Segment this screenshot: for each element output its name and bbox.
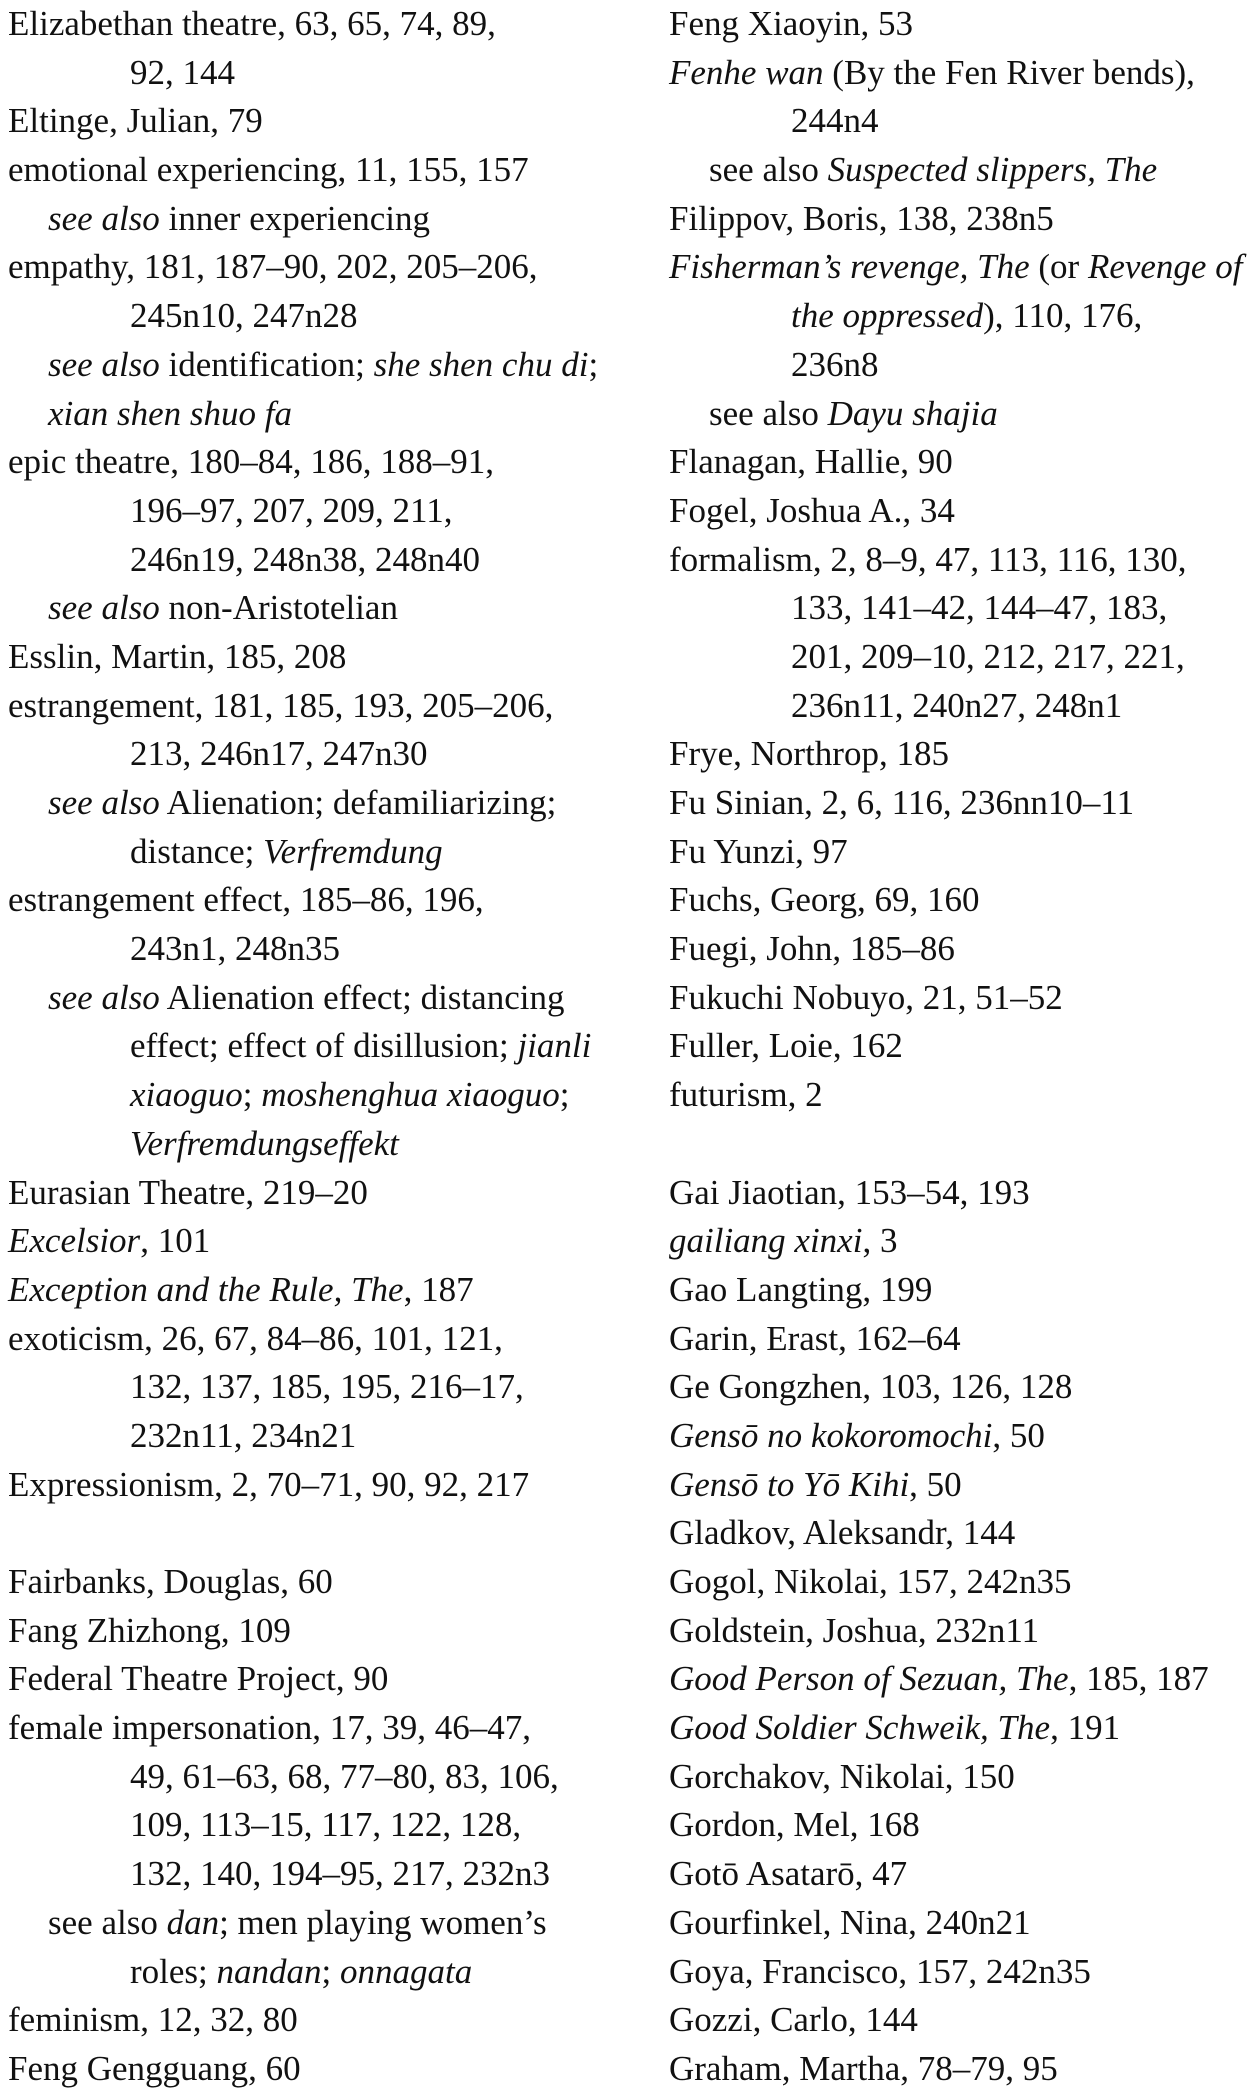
text: 236n11, 240n27, 248n1 bbox=[791, 685, 1123, 725]
index-continuation bbox=[669, 682, 1259, 731]
italic-text: see also bbox=[48, 977, 160, 1017]
index-entry bbox=[8, 438, 648, 487]
text: futurism, 2 bbox=[669, 1075, 823, 1115]
index-entry bbox=[669, 0, 1259, 49]
text: , 185, 187 bbox=[1068, 1659, 1209, 1699]
index-entry bbox=[669, 1607, 1259, 1656]
text: effect; effect of disillusion; bbox=[130, 1026, 518, 1066]
italic-text: see also bbox=[48, 344, 160, 384]
index-subentry bbox=[8, 341, 648, 390]
index-entry bbox=[8, 1704, 648, 1753]
index-entry bbox=[669, 1022, 1259, 1071]
index-entry bbox=[669, 1363, 1259, 1412]
text: ; bbox=[559, 1075, 570, 1115]
index-continuation bbox=[669, 341, 1259, 390]
index-entry bbox=[669, 1801, 1259, 1850]
text: estrangement effect, 185–86, 196, bbox=[8, 880, 484, 920]
text: Garin, Erast, 162–64 bbox=[669, 1318, 961, 1358]
italic-text: Revenge of bbox=[1087, 247, 1243, 287]
text: emotional experiencing, 11, 155, 157 bbox=[8, 150, 529, 190]
text: Elizabethan theatre, 63, 65, 74, 89, bbox=[8, 4, 496, 43]
text: Flanagan, Hallie, 90 bbox=[669, 442, 953, 482]
italic-text: xian shen shuo fa bbox=[48, 393, 293, 433]
text: Fuegi, John, 185–86 bbox=[669, 929, 955, 969]
index-entry bbox=[8, 2045, 648, 2094]
text: Gordon, Mel, 168 bbox=[669, 1805, 920, 1845]
text: , 50 bbox=[909, 1464, 962, 1504]
index-entry bbox=[669, 1315, 1259, 1364]
index-continuation bbox=[8, 292, 648, 341]
index-entry bbox=[669, 974, 1259, 1023]
italic-text: Suspected slippers, The bbox=[827, 150, 1158, 190]
text: Alienation; defamiliarizing; bbox=[159, 783, 557, 822]
index-continuation bbox=[669, 633, 1259, 682]
index-entry bbox=[8, 633, 648, 682]
text: distance; bbox=[130, 831, 264, 871]
index-continuation bbox=[8, 1022, 648, 1071]
index-entry bbox=[669, 49, 1259, 98]
text: (By the Fen River bends), bbox=[823, 52, 1195, 92]
text: roles; bbox=[130, 1951, 217, 1991]
text: , 3 bbox=[862, 1221, 898, 1261]
italic-text: she shen chu di bbox=[373, 344, 589, 384]
index-entry bbox=[669, 243, 1259, 292]
text: Gorchakov, Nikolai, 150 bbox=[669, 1756, 1015, 1796]
text: empathy, 181, 187–90, 202, 205–206, bbox=[8, 247, 538, 287]
text: Fuchs, Georg, 69, 160 bbox=[669, 880, 980, 920]
text: inner experiencing bbox=[159, 198, 430, 238]
text: epic theatre, 180–84, 186, 188–91, bbox=[8, 442, 495, 482]
index-entry bbox=[669, 487, 1259, 536]
text: Gai Jiaotian, 153–54, 193 bbox=[669, 1172, 1030, 1212]
index-entry bbox=[669, 1217, 1259, 1266]
text: 236n8 bbox=[791, 344, 879, 384]
index-entry bbox=[669, 925, 1259, 974]
text: Fu Yunzi, 97 bbox=[669, 831, 848, 871]
italic-text: gailiang xinxi bbox=[669, 1221, 863, 1261]
index-entry bbox=[669, 438, 1259, 487]
text: Gourfinkel, Nina, 240n21 bbox=[669, 1902, 1031, 1942]
index-continuation bbox=[8, 730, 648, 779]
index-entry bbox=[669, 536, 1259, 585]
index-entry bbox=[8, 1315, 648, 1364]
index-continuation bbox=[8, 1120, 648, 1169]
text: Eltinge, Julian, 79 bbox=[8, 101, 263, 141]
text: 132, 137, 185, 195, 216–17, bbox=[130, 1367, 524, 1407]
index-entry bbox=[669, 195, 1259, 244]
text: Feng Gengguang, 60 bbox=[8, 2048, 301, 2088]
index-entry bbox=[8, 1996, 648, 2045]
index-entry bbox=[669, 1948, 1259, 1997]
index-entry bbox=[8, 682, 648, 731]
index-continuation bbox=[8, 1071, 648, 1120]
index-entry bbox=[669, 1169, 1259, 1218]
text: Eurasian Theatre, 219–20 bbox=[8, 1172, 368, 1212]
text: Federal Theatre Project, 90 bbox=[8, 1659, 389, 1699]
index-entry bbox=[669, 1704, 1259, 1753]
text: Gogol, Nikolai, 157, 242n35 bbox=[669, 1562, 1072, 1601]
text: 92, 144 bbox=[130, 52, 235, 92]
text: 244n4 bbox=[791, 101, 879, 141]
index-continuation bbox=[8, 1801, 648, 1850]
text: 196–97, 207, 209, 211, bbox=[130, 490, 453, 530]
index-subentry bbox=[669, 390, 1259, 439]
text: Feng Xiaoyin, 53 bbox=[669, 4, 914, 43]
text: 246n19, 248n38, 248n40 bbox=[130, 539, 480, 579]
text: see also bbox=[48, 1902, 167, 1942]
italic-text: moshenghua xiaoguo bbox=[261, 1075, 560, 1115]
italic-text: Gensō to Yō Kihi bbox=[669, 1464, 910, 1504]
text: Goldstein, Joshua, 232n11 bbox=[669, 1610, 1040, 1650]
italic-text: dan bbox=[166, 1902, 220, 1942]
index-entry bbox=[8, 1461, 648, 1510]
text: formalism, 2, 8–9, 47, 113, 116, 130, bbox=[669, 539, 1187, 579]
text: 213, 246n17, 247n30 bbox=[130, 734, 428, 774]
text: , 187 bbox=[403, 1269, 474, 1309]
index-continuation bbox=[8, 1363, 648, 1412]
italic-text: see also bbox=[48, 198, 160, 238]
italic-text: onnagata bbox=[340, 1951, 473, 1991]
index-entry bbox=[669, 1509, 1259, 1558]
index-subentry bbox=[8, 584, 648, 633]
index-entry bbox=[8, 1558, 648, 1607]
text: ; bbox=[242, 1075, 262, 1115]
text: 49, 61–63, 68, 77–80, 83, 106, bbox=[130, 1756, 559, 1796]
index-entry bbox=[669, 876, 1259, 925]
text: 132, 140, 194–95, 217, 232n3 bbox=[130, 1854, 550, 1894]
index-continuation bbox=[8, 925, 648, 974]
index-subentry bbox=[8, 390, 648, 439]
text: , 191 bbox=[1050, 1708, 1121, 1748]
italic-text: jianli bbox=[517, 1026, 592, 1066]
text: (or bbox=[1029, 247, 1088, 287]
index-entry bbox=[669, 2045, 1259, 2094]
text: 232n11, 234n21 bbox=[130, 1415, 357, 1455]
text: Fukuchi Nobuyo, 21, 51–52 bbox=[669, 977, 1063, 1017]
text: see also bbox=[709, 393, 828, 433]
index-continuation bbox=[8, 828, 648, 877]
text: Fuller, Loie, 162 bbox=[669, 1026, 903, 1066]
text: Graham, Martha, 78–79, 95 bbox=[669, 2048, 1058, 2088]
text: exoticism, 26, 67, 84–86, 101, 121, bbox=[8, 1318, 503, 1358]
italic-text: see also bbox=[48, 588, 160, 628]
index-entry bbox=[669, 1558, 1259, 1607]
index-entry bbox=[8, 243, 648, 292]
index-entry bbox=[669, 828, 1259, 877]
text: see also bbox=[709, 150, 828, 190]
text: Fogel, Joshua A., 34 bbox=[669, 490, 955, 530]
index-subentry bbox=[8, 195, 648, 244]
italic-text: Dayu shajia bbox=[827, 393, 998, 433]
letter-group-gap bbox=[669, 1120, 1259, 1169]
index-continuation bbox=[8, 1948, 648, 1997]
index-entry bbox=[669, 1996, 1259, 2045]
index-entry bbox=[8, 876, 648, 925]
text: Esslin, Martin, 185, 208 bbox=[8, 636, 347, 676]
index-entry bbox=[8, 0, 648, 49]
index-subentry bbox=[8, 779, 648, 828]
index-entry bbox=[8, 97, 648, 146]
text: Filippov, Boris, 138, 238n5 bbox=[669, 198, 1054, 238]
index-continuation bbox=[8, 1753, 648, 1802]
index-entry bbox=[669, 1412, 1259, 1461]
italic-text: xiaoguo bbox=[130, 1075, 243, 1115]
index-entry bbox=[669, 1071, 1259, 1120]
italic-text: the oppressed bbox=[791, 296, 984, 336]
text: Goya, Francisco, 157, 242n35 bbox=[669, 1951, 1091, 1991]
index-entry bbox=[669, 730, 1259, 779]
index-entry bbox=[669, 1753, 1259, 1802]
index-entry bbox=[8, 146, 648, 195]
italic-text: Fenhe wan bbox=[669, 52, 824, 92]
text: 245n10, 247n28 bbox=[130, 296, 358, 336]
text: Frye, Northrop, 185 bbox=[669, 734, 949, 774]
italic-text: Verfremdung bbox=[263, 831, 443, 871]
text: non-Aristotelian bbox=[159, 588, 398, 628]
text: 109, 113–15, 117, 122, 128, bbox=[130, 1805, 522, 1845]
index-entry bbox=[669, 1899, 1259, 1948]
text: 133, 141–42, 144–47, 183, bbox=[791, 588, 1168, 628]
text: identification; bbox=[159, 344, 374, 384]
index-continuation bbox=[669, 97, 1259, 146]
text: Fang Zhizhong, 109 bbox=[8, 1610, 291, 1650]
italic-text: nandan bbox=[216, 1951, 322, 1991]
italic-text: Excelsior bbox=[8, 1221, 141, 1261]
italic-text: see also bbox=[48, 783, 160, 822]
letter-group-gap bbox=[8, 1509, 648, 1558]
index-entry bbox=[669, 1850, 1259, 1899]
text: Ge Gongzhen, 103, 126, 128 bbox=[669, 1367, 1073, 1407]
text: Gozzi, Carlo, 144 bbox=[669, 2000, 918, 2040]
index-continuation bbox=[8, 1412, 648, 1461]
index-continuation bbox=[669, 584, 1259, 633]
index-column-left bbox=[8, 0, 648, 2094]
text: ; men playing women’s bbox=[219, 1902, 547, 1942]
index-entry bbox=[669, 1461, 1259, 1510]
text: 201, 209–10, 212, 217, 221, bbox=[791, 636, 1185, 676]
text: , 101 bbox=[140, 1221, 211, 1261]
index-continuation bbox=[8, 1850, 648, 1899]
text: Gao Langting, 199 bbox=[669, 1269, 933, 1309]
index-entry bbox=[669, 1266, 1259, 1315]
italic-text: Good Person of Sezuan, The bbox=[669, 1659, 1069, 1699]
text: Alienation effect; distancing bbox=[159, 977, 565, 1017]
text: Gladkov, Aleksandr, 144 bbox=[669, 1513, 1016, 1553]
italic-text: Exception and the Rule, The bbox=[8, 1269, 404, 1309]
text: estrangement, 181, 185, 193, 205–206, bbox=[8, 685, 554, 725]
index-entry bbox=[669, 779, 1259, 828]
italic-text: Verfremdungseffekt bbox=[130, 1123, 399, 1163]
text: Gotō Asatarō, 47 bbox=[669, 1854, 908, 1894]
text: 243n1, 248n35 bbox=[130, 929, 340, 969]
index-entry bbox=[8, 1607, 648, 1656]
index-subentry bbox=[8, 1899, 648, 1948]
index-continuation bbox=[669, 292, 1259, 341]
italic-text: Good Soldier Schweik, The bbox=[669, 1708, 1051, 1748]
text: ; bbox=[588, 344, 599, 384]
index-continuation bbox=[8, 536, 648, 585]
text: Fairbanks, Douglas, 60 bbox=[8, 1562, 333, 1601]
index-entry bbox=[8, 1169, 648, 1218]
italic-text: Fisherman’s revenge, The bbox=[669, 247, 1030, 287]
text: , 50 bbox=[992, 1415, 1045, 1455]
text: Fu Sinian, 2, 6, 116, 236nn10–11 bbox=[669, 783, 1135, 822]
index-entry bbox=[8, 1266, 648, 1315]
index-entry bbox=[669, 1655, 1259, 1704]
index-subentry bbox=[669, 146, 1259, 195]
italic-text: Gensō no kokoromochi bbox=[669, 1415, 993, 1455]
text: Expressionism, 2, 70–71, 90, 92, 217 bbox=[8, 1464, 530, 1504]
index-continuation bbox=[8, 49, 648, 98]
index-continuation bbox=[8, 487, 648, 536]
index-entry bbox=[8, 1217, 648, 1266]
text: female impersonation, 17, 39, 46–47, bbox=[8, 1708, 531, 1748]
text: feminism, 12, 32, 80 bbox=[8, 2000, 298, 2040]
text: ), 110, 176, bbox=[983, 296, 1143, 336]
index-entry bbox=[8, 1655, 648, 1704]
text: ; bbox=[321, 1951, 340, 1991]
index-column-right bbox=[669, 0, 1259, 2094]
index-subentry bbox=[8, 974, 648, 1023]
